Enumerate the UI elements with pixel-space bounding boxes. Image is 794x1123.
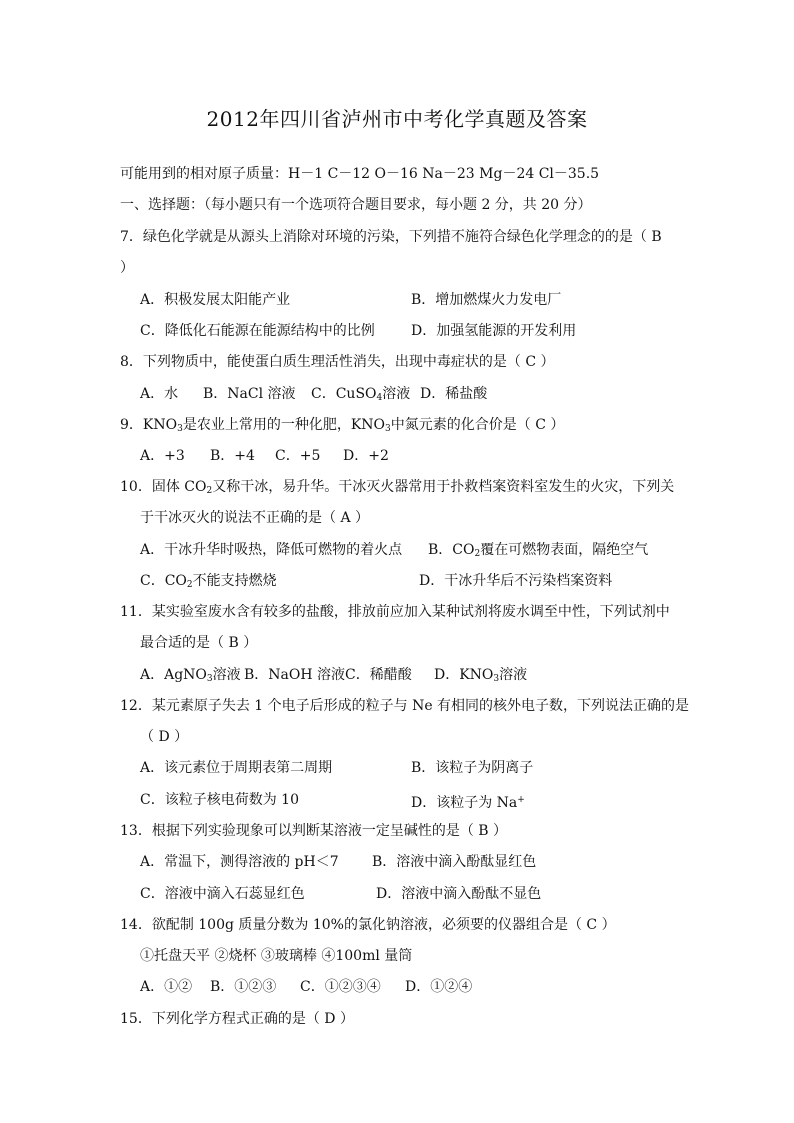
q13-option-a: A．常温下，测得溶液的 pH＜7 [140, 854, 339, 870]
q7-stem-line1: 7．绿色化学就是从源头上消除对环境的污染，下列措不施符合绿色化学理念的的是（ B [120, 229, 662, 245]
q9-option-c: C．+5 [275, 448, 321, 464]
q11-option-b: B．NaOH 溶液 [244, 667, 346, 683]
q13-option-b: B．溶液中滴入酚酞显红色 [372, 854, 537, 870]
q14-option-c: C．①②③④ [300, 979, 381, 995]
q11-option-d: D．$KNO_3$溶液 [434, 667, 528, 684]
q11-stem-line1: 11．某实验室废水含有较多的盐酸，排放前应加入某种试剂将废水调至中性，下列试剂中 [120, 604, 670, 620]
atomic-mass-line: 可能用到的相对原子质量：H－1 C－12 O－16 Na－23 Mg－24 Cl－35.5 [120, 166, 600, 182]
q14-option-a: A．①② [140, 979, 193, 995]
q13-option-c: C．溶液中滴入石蕊显红色 [140, 886, 305, 902]
q7-option-c: C．降低化石能源在能源结构中的比例 [140, 323, 375, 339]
q7-stem-line2: ） [120, 260, 134, 276]
q9-option-a: A．+3 [140, 448, 185, 464]
q12-option-c: C．该粒子核电荷数为 10 [140, 792, 299, 808]
page-title: 2012年四川省泸州市中考化学真题及答案 [206, 107, 588, 131]
q9-option-d: D．+2 [343, 448, 389, 464]
q9-option-b: B．+4 [210, 448, 255, 464]
q12-option-d: D．该粒子为 Na+ [411, 795, 525, 811]
q10-option-a: A．干冰升华时吸热，降低可燃物的着火点 [140, 542, 403, 558]
q10-option-d: D．干冰升华后不污染档案资料 [419, 573, 613, 589]
q13-stem: 13．根据下列实验现象可以判断某溶液一定呈碱性的是（ B ） [120, 823, 508, 839]
q15-stem: 15．下列化学方程式正确的是（ D ） [120, 1011, 354, 1027]
q7-option-b: B．增加燃煤火力发电厂 [411, 292, 562, 308]
q12-option-b: B．该粒子为阴离子 [411, 760, 534, 776]
q13-option-d: D．溶液中滴入酚酞不显色 [376, 886, 542, 902]
q14-option-b: B．①②③ [210, 979, 277, 995]
q12-stem-line2: （ D ） [140, 729, 189, 745]
q12-stem-line1: 12．某元素原子失去 1 个电子后形成的粒子与 Ne 有相同的核外电子数，下列说法正确的是 [120, 698, 690, 714]
q8-option-b: B．NaCl 溶液 [203, 386, 296, 402]
section-heading: 一、选择题：（每小题只有一个选项符合题目要求，每小题 2 分，共 20 分） [120, 197, 592, 213]
q8-option-d: D．稀盐酸 [420, 386, 488, 402]
q11-option-a: A．AgNO$_3$溶液 [140, 667, 241, 684]
q7-option-d: D．加强氢能源的开发利用 [411, 323, 577, 339]
q10-stem-line1: 10．固体 $CO_2$又称干冰，易升华。干冰灭火器常用于扑救档案资料室发生的火灾，下列关 [120, 479, 675, 496]
q9-stem: 9．$KNO_3$是农业上常用的一种化肥，$KNO_3$中氮元素的化合价是（ C ） [120, 417, 565, 434]
q14-items: ①托盘天平 ②烧杯 ③玻璃棒 ④100ml 量筒 [140, 948, 413, 964]
q11-option-c: C．稀醋酸 [345, 667, 412, 683]
q8-stem: 8．下列物质中，能使蛋白质生理活性消失，出现中毒症状的是（ C ） [120, 354, 555, 370]
q10-option-b: B．$CO_2$覆在可燃物表面，隔绝空气 [428, 542, 649, 559]
q7-option-a: A．积极发展太阳能产业 [140, 292, 291, 308]
q12-option-a: A．该元素位于周期表第二周期 [140, 760, 333, 776]
q8-option-c: C．CuSO$_4$溶液 [311, 386, 411, 403]
q14-stem: 14．欲配制 100g 质量分数为 10%的氯化钠溶液，必须要的仪器组合是（ C ） [120, 917, 616, 933]
q14-option-d: D．①②④ [405, 979, 473, 995]
q10-option-c: C．$CO_2$不能支持燃烧 [140, 573, 277, 590]
q11-stem-line2: 最合适的是（ B ） [140, 635, 258, 651]
q8-option-a: A．水 [140, 386, 179, 402]
q10-stem-line2: 于干冰灭火的说法不正确的是（ A ） [140, 510, 370, 526]
